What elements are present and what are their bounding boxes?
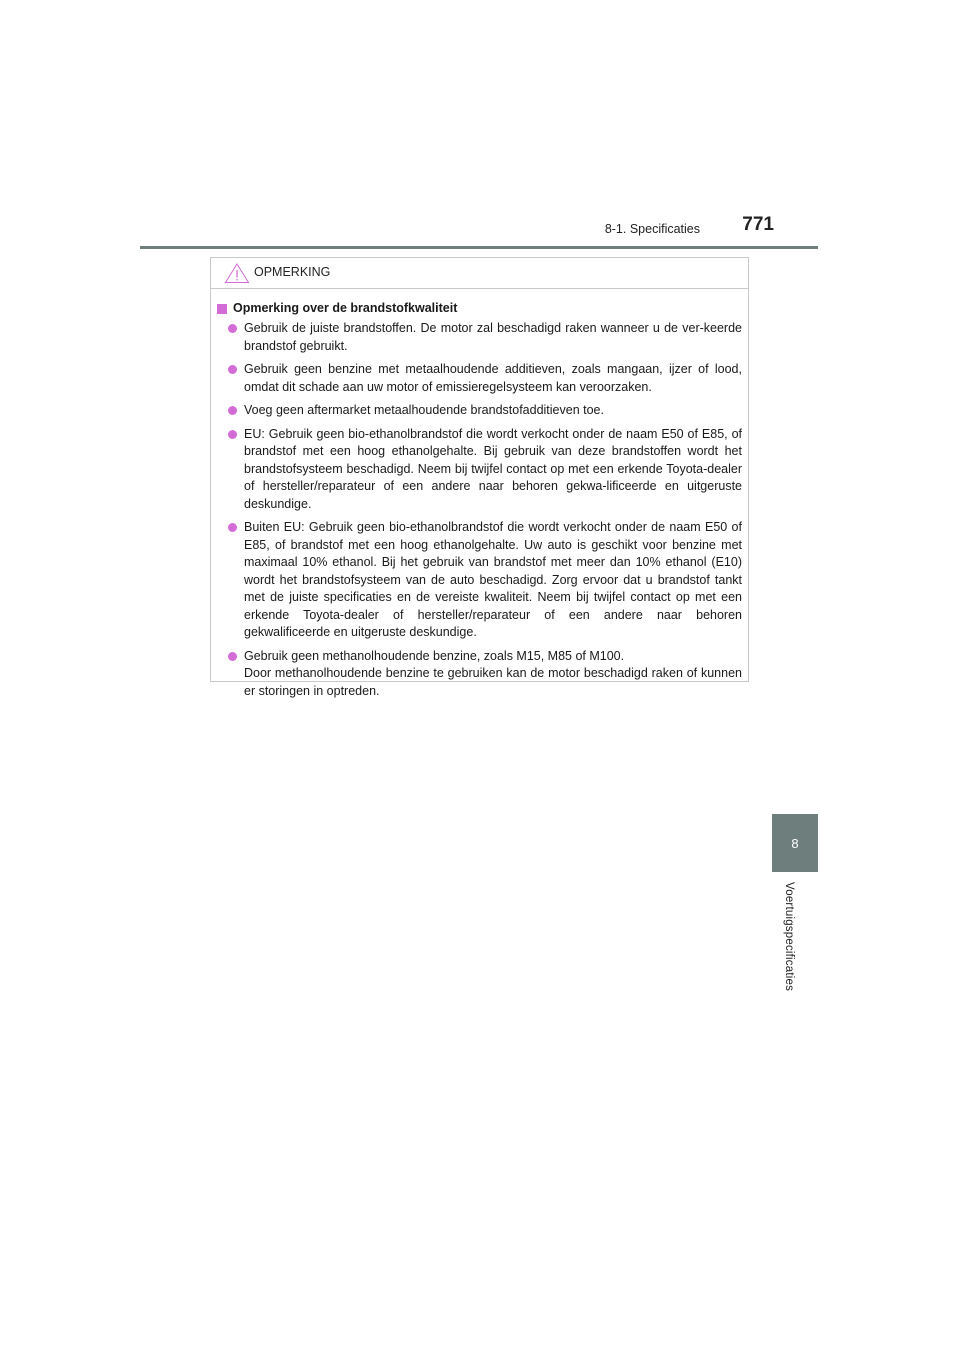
chapter-title: Voertuigspecificaties xyxy=(783,882,795,992)
list-item-text: Gebruik geen benzine met metaalhoudende additieven, zoals mangaan, ijzer of lood, omdat dit schade aan uw motor of emissieregelsysteem kan veroorzaken. xyxy=(244,362,742,394)
list-item xyxy=(228,402,742,420)
list-item xyxy=(228,361,742,396)
list-item xyxy=(228,519,742,642)
notice-body xyxy=(211,289,748,700)
list-item xyxy=(228,648,742,701)
list-item-text: Buiten EU: Gebruik geen bio-ethanolbrandstof die wordt verkocht onder de naam E50 of E85, of brandstof met een hoog ethanolgehalte. Uw auto is geschikt voor benzine met maximaal 10% ethanol. Bij het gebruik van brandstof met meer dan 10% ethanol (E10) wordt het brandstofsysteem van de auto beschadigd. Zorg ervoor dat u brandstof tankt met de juiste specificaties en de vereiste kwaliteit. Neem bij twijfel contact op met een erkende Toyota-dealer of hersteller/reparateur of een andere naar behoren gekwalificeerde en uitgeruste deskundige. xyxy=(244,520,742,639)
list-item-text: Voeg geen aftermarket metaalhoudende brandstofadditieven toe. xyxy=(244,403,604,417)
warning-triangle-icon xyxy=(224,262,250,284)
circle-bullet-icon xyxy=(228,365,237,374)
topic-title: Opmerking over de brandstofkwaliteit xyxy=(233,301,458,315)
list-item-text: EU: Gebruik geen bio-ethanolbrandstof die wordt verkocht onder de naam E50 of E85, of brandstof met een hoog ethanolgehalte. Bij gebruik van deze brandstoffen wordt het brandstofsysteem beschadigd. Neem bij twijfel contact op met een erkende Toyota-dealer of hersteller/reparateur of een andere naar behoren gekwa-lificeerde en uitgeruste deskundige. xyxy=(244,426,742,511)
list-item xyxy=(228,320,742,355)
section-label: 8-1. Specificaties xyxy=(604,222,700,236)
circle-bullet-icon xyxy=(228,523,237,532)
chapter-number: 8 xyxy=(791,835,799,851)
notice-title: OPMERKING xyxy=(254,265,331,279)
circle-bullet-icon xyxy=(228,406,237,415)
list-item xyxy=(228,426,742,514)
notice-header xyxy=(211,258,748,289)
page-number: 771 xyxy=(742,214,774,235)
circle-bullet-icon xyxy=(228,324,237,333)
list-item-text: Gebruik geen methanolhoudende benzine, zoals M15, M85 of M100. Door methanolhoudende benzine te gebruiken kan de motor beschadigd raken of kunnen er storingen in optreden. xyxy=(244,648,742,698)
circle-bullet-icon xyxy=(228,652,237,661)
page-header xyxy=(140,210,818,249)
chapter-tab xyxy=(772,814,818,872)
square-bullet-icon xyxy=(217,304,227,314)
list-item-text: Gebruik de juiste brandstoffen. De motor zal beschadigd raken wanneer u de ver-keerde brandstof gebruikt. xyxy=(244,321,742,353)
notice-box xyxy=(210,257,749,698)
topic-heading xyxy=(217,301,742,315)
circle-bullet-icon xyxy=(228,430,237,439)
